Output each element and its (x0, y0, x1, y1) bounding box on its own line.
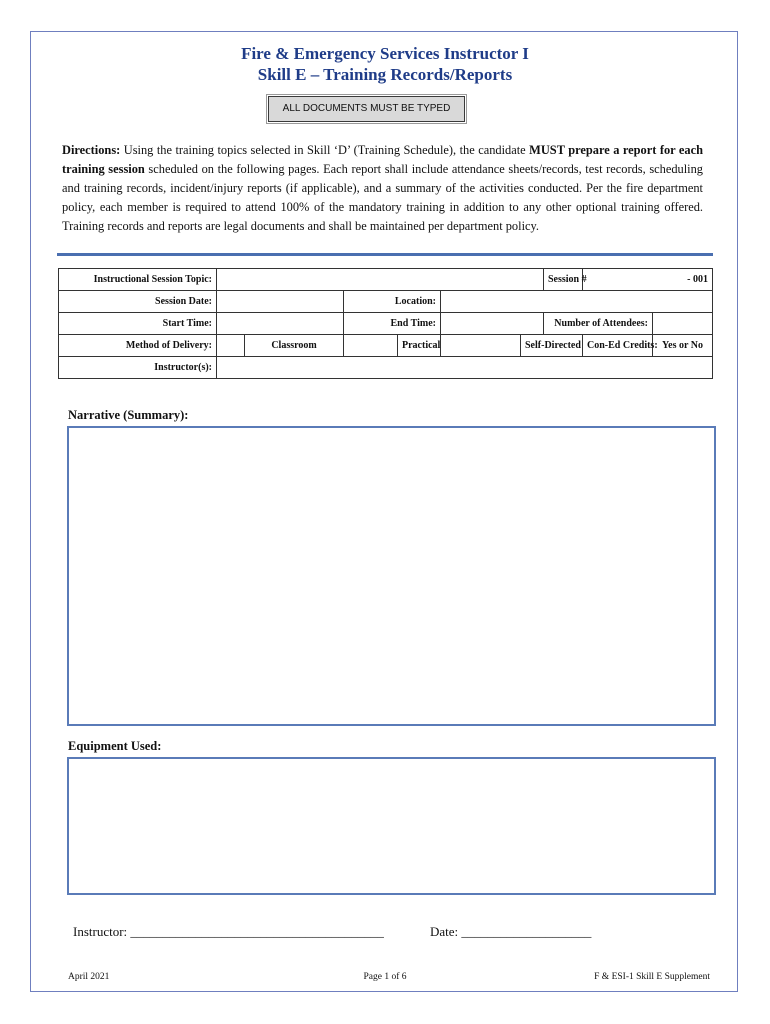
footer-page-number: Page 1 of 6 (363, 972, 407, 982)
method-label: Method of Delivery: (59, 335, 217, 357)
directions-label: Directions: (62, 143, 121, 157)
practical-label: Practical (398, 335, 441, 357)
end-time-field[interactable] (441, 313, 544, 335)
row-topic (59, 269, 713, 291)
instructors-field[interactable] (217, 357, 713, 379)
classroom-checkbox[interactable] (217, 335, 245, 357)
page-subtitle: Skill E – Training Records/Reports (257, 65, 513, 84)
self-directed-label: Self-Directed (521, 335, 583, 357)
row-delivery (59, 335, 713, 357)
classroom-label: Classroom (245, 335, 344, 357)
self-directed-checkbox[interactable] (441, 335, 521, 357)
directions-emphasis: MUST prepare a report for each training session (62, 143, 703, 176)
instructor-signature-line[interactable]: Instructor: _______________________________________ (73, 924, 384, 939)
typed-notice: ALL DOCUMENTS MUST BE TYPED (268, 96, 465, 122)
practical-checkbox[interactable] (344, 335, 398, 357)
footer-date: April 2021 (68, 972, 110, 982)
end-time-label: End Time: (344, 313, 441, 335)
directions-text-a: Using the training topics selected in Skill ‘D’ (Training Schedule), the candidate (120, 143, 530, 157)
row-date-location (59, 291, 713, 313)
coned-field[interactable]: Yes or No (653, 335, 713, 357)
session-number-value[interactable]: - 001 (583, 269, 713, 291)
narrative-label: Narrative (Summary): (68, 408, 189, 422)
session-date-label: Session Date: (59, 291, 217, 313)
footer-document-name: F & ESI-1 Skill E Supplement (594, 972, 710, 982)
attendees-field[interactable] (653, 313, 713, 335)
location-field[interactable] (441, 291, 713, 313)
coned-label: Con-Ed Credits: (583, 335, 653, 357)
start-time-label: Start Time: (59, 313, 217, 335)
location-label: Location: (344, 291, 441, 313)
date-signature-line[interactable]: Date: ____________________ (430, 924, 592, 939)
session-info-table (58, 268, 713, 379)
session-date-field[interactable] (217, 291, 344, 313)
topic-label: Instructional Session Topic: (59, 269, 217, 291)
attendees-label: Number of Attendees: (544, 313, 653, 335)
row-times (59, 313, 713, 335)
equipment-label: Equipment Used: (68, 739, 162, 753)
instructors-label: Instructor(s): (59, 357, 217, 379)
page-title: Fire & Emergency Services Instructor I (241, 44, 529, 63)
session-number-label: Session # (544, 269, 583, 291)
narrative-textbox[interactable] (67, 426, 716, 726)
row-instructors (59, 357, 713, 379)
equipment-textbox[interactable] (67, 757, 716, 895)
section-divider (57, 253, 713, 256)
topic-field[interactable] (217, 269, 544, 291)
directions-text-b: scheduled on the following pages. Each report shall include attendance sheets/records, test records, scheduling and training records, incident/injury reports (if applicable), and a summary of the activities conducted. Per the fire department policy, each member is required to attend 100% of the mandatory training in addition to any other optional training offered. Training records and reports are legal documents and shall be maintained per department policy. (62, 162, 704, 233)
directions-paragraph (62, 141, 703, 236)
start-time-field[interactable] (217, 313, 344, 335)
